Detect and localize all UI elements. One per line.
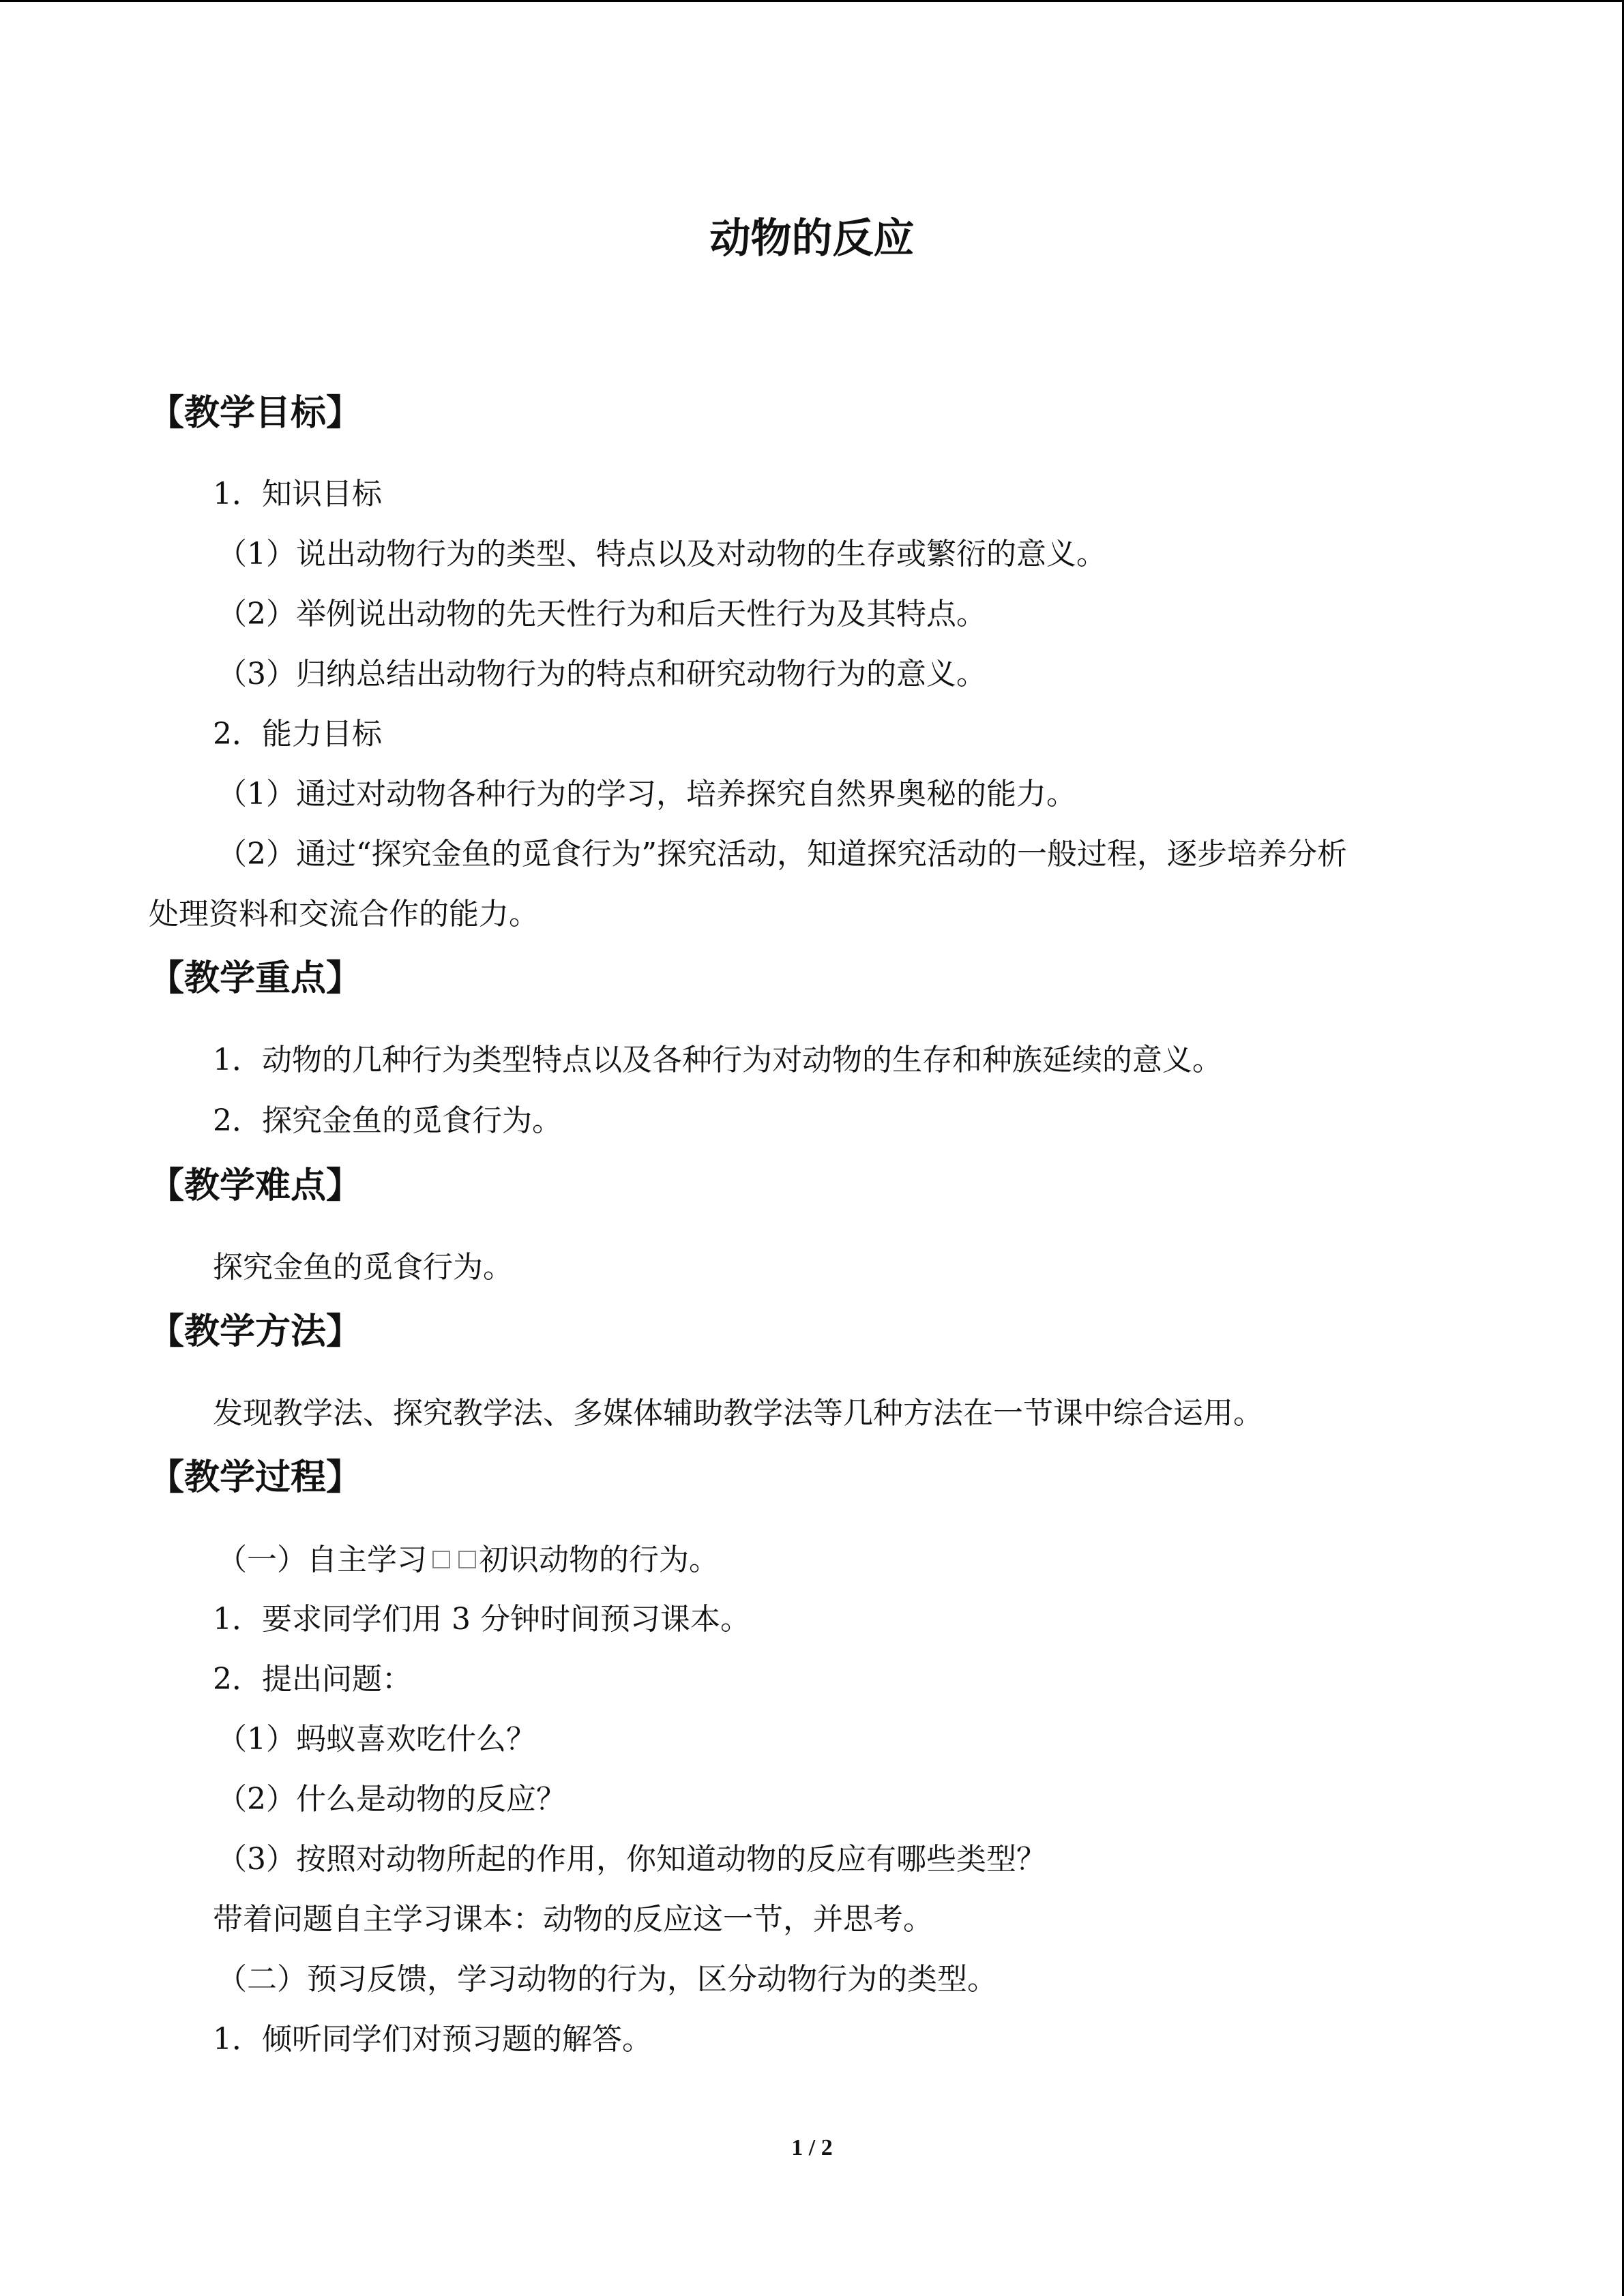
knowledge-goal-title: 1．知识目标 [213,477,382,511]
heading-methods: 【教学方法】 [149,1311,362,1352]
missing-glyph-box-icon [458,1551,476,1568]
process-step-1 [217,1536,719,1584]
question-1: （1）蚂蚁喜欢吃什么？ [217,1722,536,1757]
process-step-2-item-1: 1．倾听同学们对预习题的解答。 [213,2022,652,2057]
key-point-item-1: 1．动物的几种行为类型特点以及各种行为对动物的生存和种族延续的意义。 [213,1043,1222,1077]
heading-objectives: 【教学目标】 [149,393,362,434]
knowledge-goal-item-2: （2）举例说出动物的先天性行为和后天性行为及其特点。 [217,597,986,631]
ability-goal-item-1: （1）通过对动物各种行为的学习，培养探究自然界奥秘的能力。 [217,777,1076,811]
difficulty-item-1: 探究金鱼的觅食行为。 [213,1250,513,1285]
key-point-item-2: 2．探究金鱼的觅食行为。 [213,1103,562,1138]
process-step-1-item-1: 1．要求同学们用 3 分钟时间预习课本。 [213,1602,750,1637]
process-step-1-prefix: （一）自主学习 [217,1542,427,1577]
missing-glyph-box-icon [432,1551,450,1568]
heading-process: 【教学过程】 [149,1457,362,1498]
heading-difficulties: 【教学难点】 [149,1165,362,1206]
method-item-1: 发现教学法、探究教学法、多媒体辅助教学法等几种方法在一节课中综合运用。 [213,1396,1263,1431]
ability-goal-item-2-line-2: 处理资料和交流合作的能力。 [149,897,539,931]
document-title: 动物的反应 [709,215,915,263]
knowledge-goal-item-1: （1）说出动物行为的类型、特点以及对动物的生存或繁衍的意义。 [217,537,1106,571]
knowledge-goal-item-3: （3）归纳总结出动物行为的特点和研究动物行为的意义。 [217,657,986,691]
page-top-border [0,0,1624,2]
ability-goal-item-2-line-1: （2）通过“探究金鱼的觅食行为”探究活动，知道探究活动的一般过程，逐步培养分析 [217,837,1347,871]
process-step-1-item-2: 2．提出问题： [213,1662,412,1697]
ability-goal-title: 2．能力目标 [213,717,382,751]
study-note: 带着问题自主学习课本：动物的反应这一节，并思考。 [213,1902,933,1937]
process-step-1-suffix: 初识动物的行为。 [479,1542,719,1577]
question-2: （2）什么是动物的反应？ [217,1782,566,1817]
heading-key-points: 【教学重点】 [149,958,362,999]
process-step-2: （二）预习反馈，学习动物的行为，区分动物行为的类型。 [217,1962,997,1997]
page-number: 1 / 2 [791,2135,833,2160]
question-3: （3）按照对动物所起的作用，你知道动物的反应有哪些类型？ [217,1842,1046,1877]
